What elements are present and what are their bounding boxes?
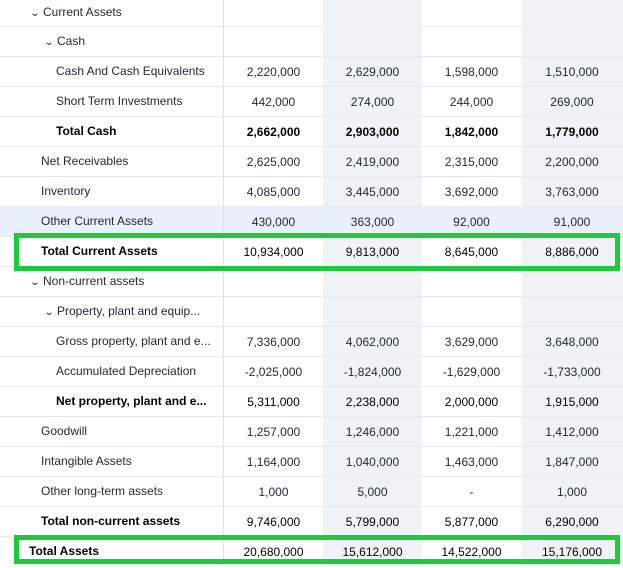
cell-value: 2,662,000 bbox=[246, 125, 301, 139]
row-property-plant-equipment[interactable] bbox=[0, 297, 623, 327]
row-label: Total non-current assets bbox=[0, 507, 224, 536]
cell-value: 1,842,000 bbox=[444, 125, 499, 139]
cell-value: 9,813,000 bbox=[323, 237, 422, 266]
cell-value: 2,000,000 bbox=[444, 395, 499, 409]
row-short-term-investments bbox=[0, 87, 623, 117]
row-total-cash bbox=[0, 117, 623, 147]
cell-value: 2,629,000 bbox=[323, 57, 422, 86]
cell-value: 2,238,000 bbox=[323, 387, 422, 416]
row-other-current-assets bbox=[0, 207, 623, 237]
cell-value: 1,221,000 bbox=[444, 425, 499, 439]
cell-value: 274,000 bbox=[323, 87, 422, 116]
cell-value: 14,522,000 bbox=[441, 545, 502, 559]
row-total-non-current-assets bbox=[0, 507, 623, 537]
row-label: Gross property, plant and e... bbox=[0, 327, 224, 356]
cell-value: 2,903,000 bbox=[323, 117, 422, 146]
row-label: Total Cash bbox=[0, 117, 224, 146]
row-label[interactable]: ⌄ Property, plant and equip... bbox=[0, 297, 224, 326]
row-current-assets[interactable] bbox=[0, 0, 623, 27]
row-cash[interactable] bbox=[0, 27, 623, 57]
cell-value: 7,336,000 bbox=[246, 335, 301, 349]
cell-value: 5,799,000 bbox=[323, 507, 422, 536]
row-label: Other Current Assets bbox=[0, 207, 224, 236]
cell-value: 244,000 bbox=[449, 95, 494, 109]
row-accumulated-depreciation bbox=[0, 357, 623, 387]
row-label: Goodwill bbox=[0, 417, 224, 446]
cell-value: 15,612,000 bbox=[323, 537, 422, 566]
row-label: Net property, plant and e... bbox=[0, 387, 224, 416]
row-label: Intangible Assets bbox=[0, 447, 224, 476]
cell-value: 430,000 bbox=[251, 215, 296, 229]
row-label: Total Current Assets bbox=[0, 237, 224, 266]
row-net-receivables bbox=[0, 147, 623, 177]
chevron-down-icon[interactable]: ⌄ bbox=[43, 37, 55, 48]
row-cash-and-cash-equivalents bbox=[0, 57, 623, 87]
cell-value: 363,000 bbox=[350, 215, 395, 229]
cell-value: -1,629,000 bbox=[442, 365, 501, 379]
row-label[interactable]: ⌄ Non-current assets bbox=[0, 267, 224, 296]
row-goodwill bbox=[0, 417, 623, 447]
cell-value: 2,419,000 bbox=[323, 147, 422, 176]
row-label: Accumulated Depreciation bbox=[0, 357, 224, 386]
cell-value: 1,040,000 bbox=[323, 447, 422, 476]
cell-value: 1,779,000 bbox=[521, 117, 623, 146]
row-label[interactable]: ⌄ Cash bbox=[0, 27, 224, 56]
cell-value: -1,733,000 bbox=[521, 357, 623, 386]
cell-value: 1,463,000 bbox=[444, 455, 499, 469]
cell-value: -1,824,000 bbox=[323, 357, 422, 386]
cell-value: 92,000 bbox=[453, 215, 490, 229]
cell-value: 2,625,000 bbox=[246, 155, 301, 169]
row-label: Net Receivables bbox=[0, 147, 224, 176]
cell-value: 2,200,000 bbox=[521, 147, 623, 176]
cell-value: 1,164,000 bbox=[246, 455, 301, 469]
cell-value: 15,176,000 bbox=[521, 537, 623, 566]
cell-value: 8,886,000 bbox=[521, 237, 623, 266]
cell-value: 91,000 bbox=[553, 215, 591, 229]
row-gross-ppe bbox=[0, 327, 623, 357]
cell-value: - bbox=[469, 485, 474, 499]
cell-value: 2,315,000 bbox=[444, 155, 499, 169]
cell-value: 269,000 bbox=[521, 87, 623, 116]
cell-value: 3,692,000 bbox=[444, 185, 499, 199]
cell-value: 1,510,000 bbox=[521, 57, 623, 86]
cell-value: 5,000 bbox=[323, 477, 422, 506]
row-net-ppe bbox=[0, 387, 623, 417]
cell-value: 4,062,000 bbox=[323, 327, 422, 356]
cell-value: 3,648,000 bbox=[521, 327, 623, 356]
cell-value: 9,746,000 bbox=[246, 515, 301, 529]
cell-value: 1,246,000 bbox=[323, 417, 422, 446]
row-other-long-term-assets bbox=[0, 477, 623, 507]
row-label: Cash And Cash Equivalents bbox=[0, 57, 224, 86]
cell-value: 1,000 bbox=[258, 485, 289, 499]
cell-value: 3,445,000 bbox=[323, 177, 422, 206]
cell-value: 1,598,000 bbox=[444, 65, 499, 79]
cell-value: 1,915,000 bbox=[521, 387, 623, 416]
row-label: Total Assets bbox=[0, 537, 224, 566]
cell-value: 1,000 bbox=[521, 477, 623, 506]
cell-value: 1,847,000 bbox=[521, 447, 623, 476]
chevron-down-icon[interactable]: ⌄ bbox=[43, 307, 55, 318]
cell-value: -2,025,000 bbox=[244, 365, 303, 379]
cell-value: 3,763,000 bbox=[521, 177, 623, 206]
cell-value: 10,934,000 bbox=[243, 245, 304, 259]
cell-value: 5,877,000 bbox=[444, 515, 499, 529]
row-inventory bbox=[0, 177, 623, 207]
cell-value: 6,290,000 bbox=[521, 507, 623, 536]
row-label: Other long-term assets bbox=[0, 477, 224, 506]
row-intangible-assets bbox=[0, 447, 623, 477]
cell-value: 442,000 bbox=[251, 95, 296, 109]
row-non-current-assets[interactable] bbox=[0, 267, 623, 297]
row-label: Short Term Investments bbox=[0, 87, 224, 116]
cell-value: 1,412,000 bbox=[521, 417, 623, 446]
row-total-current-assets bbox=[0, 237, 623, 267]
cell-value: 2,220,000 bbox=[246, 65, 301, 79]
cell-value: 8,645,000 bbox=[444, 245, 499, 259]
row-label[interactable]: ⌄ Current Assets bbox=[0, 0, 224, 27]
chevron-down-icon[interactable]: ⌄ bbox=[29, 8, 41, 19]
chevron-down-icon[interactable]: ⌄ bbox=[29, 277, 41, 288]
cell-value: 3,629,000 bbox=[444, 335, 499, 349]
cell-value: 20,680,000 bbox=[243, 545, 304, 559]
row-label: Inventory bbox=[0, 177, 224, 206]
cell-value: 1,257,000 bbox=[246, 425, 301, 439]
cell-value: 5,311,000 bbox=[247, 395, 300, 409]
cell-value: 4,085,000 bbox=[246, 185, 301, 199]
